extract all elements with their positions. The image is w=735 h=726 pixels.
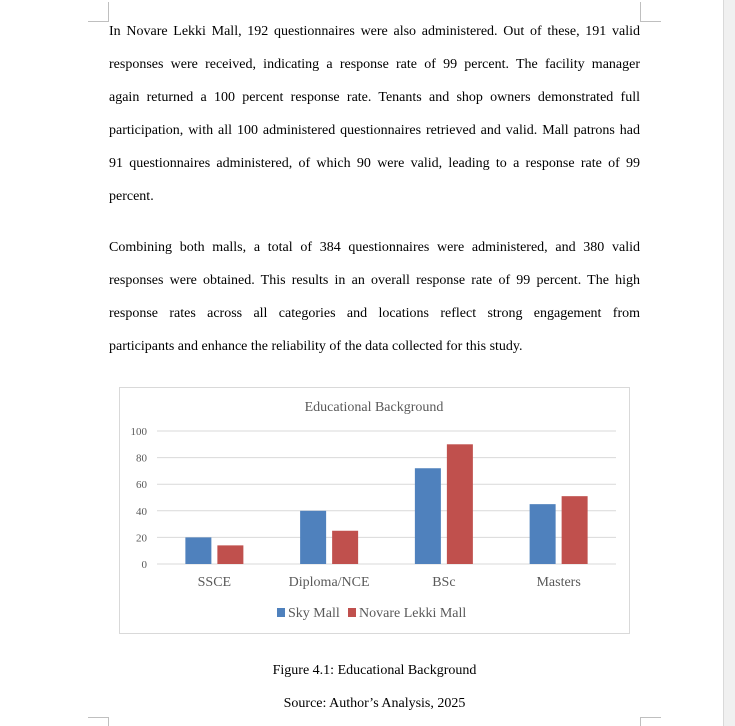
chart-educational-background[interactable] xyxy=(119,387,630,634)
text-line: response rates across all categories and locations reflect strong engagement from xyxy=(109,306,640,321)
bar-novare-lekki-mall-masters xyxy=(562,496,588,564)
text-line: participation, with all 100 administered questionnaires retrieved and valid. Mall patrons had xyxy=(109,123,640,138)
bar-sky-mall-diploma-nce xyxy=(300,511,326,564)
page-right-margin xyxy=(723,0,735,726)
text-line: again returned a 100 percent response rate. Tenants and shop owners demonstrated full xyxy=(109,90,640,105)
y-tick-label: 0 xyxy=(141,559,147,571)
text-line: 91 questionnaires administered, of which 90 were valid, leading to a response rate of 99 xyxy=(109,156,640,171)
bar-sky-mall-bsc xyxy=(415,468,441,564)
crop-mark-top-right-h xyxy=(641,21,661,22)
text-line: responses were obtained. This results in an overall response rate of 99 percent. The high xyxy=(109,273,640,288)
text-line: In Novare Lekki Mall, 192 questionnaires were also administered. Out of these, 191 valid xyxy=(109,24,640,39)
crop-mark-bottom-left-v xyxy=(108,717,109,726)
text-line: Combining both malls, a total of 384 questionnaires were administered, and 380 valid xyxy=(109,240,640,255)
text-line: responses were received, indicating a response rate of 99 percent. The facility manager xyxy=(109,57,640,72)
legend-label: Novare Lekki Mall xyxy=(359,606,467,621)
x-tick-label: BSc xyxy=(432,575,456,590)
chart-bars xyxy=(185,444,587,564)
chart-y-axis xyxy=(131,426,148,571)
legend-label: Sky Mall xyxy=(288,606,340,621)
crop-mark-bottom-left-h xyxy=(88,717,108,718)
chart-title: Educational Background xyxy=(304,400,444,415)
crop-mark-top-left-h xyxy=(88,21,108,22)
chart-canvas xyxy=(120,388,629,633)
crop-mark-top-right-v xyxy=(640,2,641,22)
paragraph-novare-response xyxy=(109,15,640,213)
x-tick-label: Masters xyxy=(536,575,581,590)
x-tick-label: Diploma/NCE xyxy=(288,575,370,590)
bar-novare-lekki-mall-diploma-nce xyxy=(332,531,358,564)
y-tick-label: 20 xyxy=(136,532,147,545)
x-tick-label: SSCE xyxy=(197,575,232,590)
figure-source: Source: Author’s Analysis, 2025 xyxy=(283,696,466,711)
crop-mark-bottom-right-h xyxy=(641,717,661,718)
paragraph-combined-response xyxy=(109,231,640,363)
text-line: percent. xyxy=(109,189,154,204)
figure-caption: Figure 4.1: Educational Background xyxy=(272,663,477,678)
text-line: participants and enhance the reliability of the data collected for this study. xyxy=(109,339,523,354)
legend-swatch xyxy=(277,608,285,617)
chart-legend xyxy=(277,606,466,621)
y-tick-label: 100 xyxy=(130,426,147,438)
y-tick-label: 40 xyxy=(136,505,147,518)
bar-sky-mall-masters xyxy=(530,504,556,564)
chart-x-axis xyxy=(198,575,581,590)
y-tick-label: 60 xyxy=(136,479,147,492)
y-tick-label: 80 xyxy=(136,452,147,465)
legend-swatch xyxy=(348,608,356,617)
bar-novare-lekki-mall-bsc xyxy=(447,444,473,564)
crop-mark-bottom-right-v xyxy=(640,717,641,726)
bar-sky-mall-ssce xyxy=(185,537,211,564)
bar-novare-lekki-mall-ssce xyxy=(217,545,243,564)
